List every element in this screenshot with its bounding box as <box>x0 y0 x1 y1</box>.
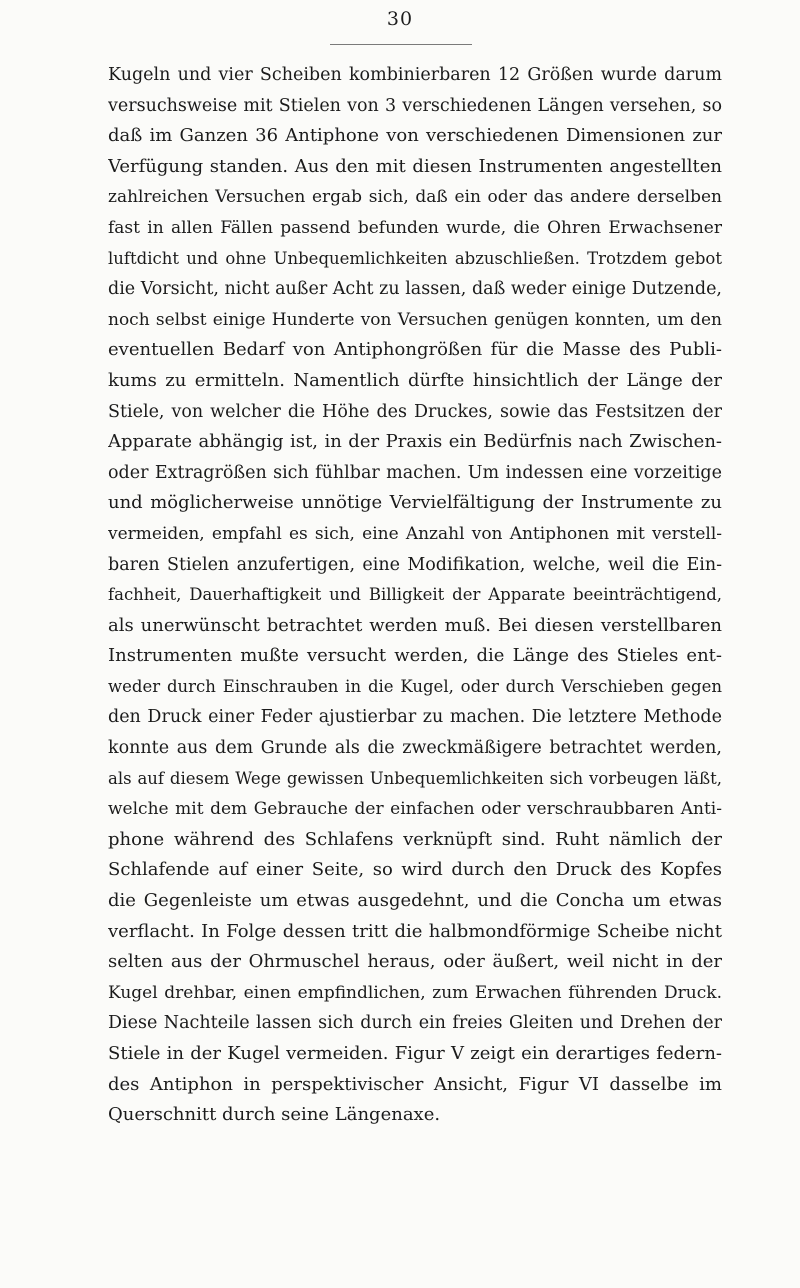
text-line: welche mit dem Gebrauche der einfachen oder verschraubbaren Anti- <box>108 799 722 820</box>
text-line: baren Stielen anzufertigen, eine Modifikation, welche, weil die Ein- <box>108 554 722 575</box>
text-line: konnte aus dem Grunde als die zweckmäßigere betrachtet werden, <box>108 738 722 759</box>
page-number: 30 <box>386 8 414 30</box>
text-line: vermeiden, empfahl es sich, eine Anzahl von Antiphonen mit verstell- <box>108 523 722 544</box>
text-line: und möglicherweise unnötige Vervielfältigung der Instrumente zu <box>108 492 722 514</box>
text-line: luftdicht und ohne Unbequemlichkeiten abzuschließen. Trotzdem gebot <box>108 248 722 268</box>
body-text <box>108 60 722 1131</box>
text-line: des Antiphon in perspektivischer Ansicht, Figur VI dasselbe im <box>108 1073 722 1095</box>
text-line: als auf diesem Wege gewissen Unbequemlichkeiten sich vorbeugen läßt, <box>108 768 722 788</box>
text-line: eventuellen Bedarf von Antiphongrößen für die Masse des Publi- <box>108 339 722 361</box>
text-line: fachheit, Dauerhaftigkeit und Billigkeit der Apparate beeinträchtigend, <box>108 585 722 605</box>
text-line: Instrumenten mußte versucht werden, die Länge des Stieles ent- <box>108 645 722 667</box>
text-line: die Gegenleiste um etwas ausgedehnt, und die Concha um etwas <box>108 890 722 912</box>
text-line: noch selbst einige Hunderte von Versuchen genügen konnten, um den <box>108 309 722 330</box>
text-line: selten aus der Ohrmuschel heraus, oder äußert, weil nicht in der <box>108 951 722 973</box>
header-rule <box>330 44 472 45</box>
text-line: weder durch Einschrauben in die Kugel, oder durch Verschieben gegen <box>108 676 722 696</box>
text-line: Diese Nachteile lassen sich durch ein freies Gleiten und Drehen der <box>108 1013 722 1034</box>
text-line: die Vorsicht, nicht außer Acht zu lassen, daß weder einige Dutzende, <box>108 279 722 300</box>
text-line: als unerwünscht betrachtet werden muß. Bei diesen verstellbaren <box>108 614 722 636</box>
text-line: daß im Ganzen 36 Antiphone von verschiedenen Dimensionen zur <box>108 125 722 147</box>
text-line: kums zu ermitteln. Namentlich dürfte hinsichtlich der Länge der <box>108 369 722 391</box>
text-line: fast in allen Fällen passend befunden wurde, die Ohren Erwachsener <box>108 217 722 238</box>
text-line: versuchsweise mit Stielen von 3 verschiedenen Längen versehen, so <box>108 95 722 116</box>
text-line: Schlafende auf einer Seite, so wird durch den Druck des Kopfes <box>108 859 722 881</box>
text-line: verflacht. In Folge dessen tritt die halbmondförmige Scheibe nicht <box>108 920 722 942</box>
text-line: phone während des Schlafens verknüpft sind. Ruht nämlich der <box>108 828 722 850</box>
text-line: zahlreichen Versuchen ergab sich, daß ein oder das andere derselben <box>108 187 722 208</box>
text-line: den Druck einer Feder ajustierbar zu machen. Die letztere Methode <box>108 707 722 728</box>
text-line: oder Extragrößen sich fühlbar machen. Um indessen eine vorzeitige <box>108 462 722 483</box>
text-line: Kugeln und vier Scheiben kombinierbaren 12 Größen wurde darum <box>108 65 722 85</box>
text-line: Stiele, von welcher die Höhe des Druckes, sowie das Festsitzen der <box>108 401 722 422</box>
text-line: Kugel drehbar, einen empfindlichen, zum Erwachen führenden Druck. <box>108 982 722 1003</box>
text-line: Apparate abhängig ist, in der Praxis ein Bedürfnis nach Zwischen- <box>108 431 722 453</box>
text-line: Verfügung standen. Aus den mit diesen Instrumenten angestellten <box>108 155 722 177</box>
text-line: Stiele in der Kugel vermeiden. Figur V zeigt ein derartiges federn- <box>108 1043 722 1064</box>
text-line: Querschnitt durch seine Längenaxe. <box>108 1104 441 1126</box>
